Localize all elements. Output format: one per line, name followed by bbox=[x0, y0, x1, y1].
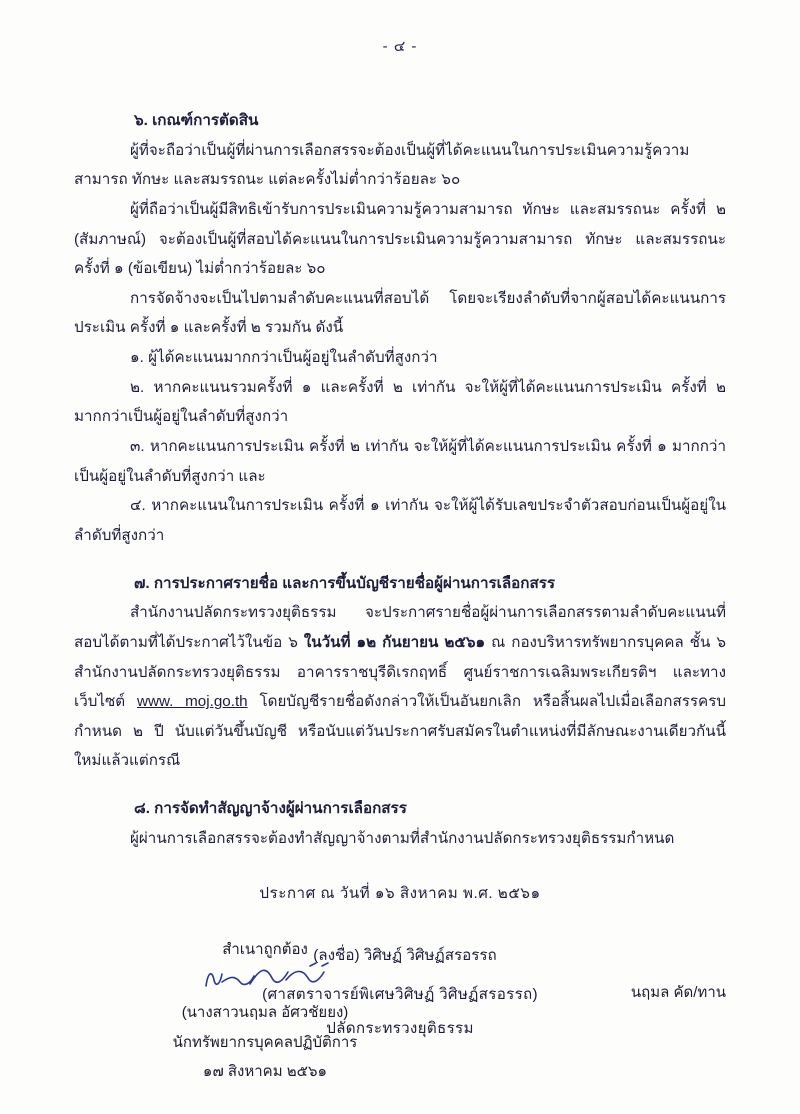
certify-signer-position: นักทรัพยากรบุคคลปฏิบัติการ bbox=[172, 1033, 358, 1051]
section-7-date-highlight: ในวันที่ ๑๒ กันยายน ๒๕๖๑ bbox=[303, 633, 486, 651]
section-heading-6: ๖. เกณฑ์การตัดสิน bbox=[134, 112, 259, 129]
handwritten-signature-icon bbox=[150, 964, 380, 998]
section-6-paragraph-1: ผู้ที่จะถือว่าเป็นผู้ที่ผ่านการเลือกสรรจะต้องเป็นผู้ที่ได้คะแนนในการประเมินความรู้ความสามารถ ทักษะ และสมรรถนะ แต่ละครั้งไม่ต่ำกว่าร้อยละ ๖๐ bbox=[74, 141, 690, 189]
certify-signer-name: (นางสาวนฤมล อัศวชัยยง) bbox=[181, 1004, 349, 1022]
page-number: - ๔ - bbox=[382, 38, 418, 55]
section-6-paragraph-2: ผู้ที่ถือว่าเป็นผู้มีสิทธิเข้ารับการประเมินความรู้ความสามารถ ทักษะ และสมรรถนะ ครั้งที่ ๒ (สัมภาษณ์) จะต้องเป็นผู้ที่สอบได้คะแนนในการประเมินความรู้ความสามารถ ทักษะ และสมรรถนะ ครั้งที่ ๑ (ข้อเขียน) ไม่ต่ำกว่าร้อยละ ๖๐ bbox=[74, 200, 726, 278]
section-heading-7: ๗. การประกาศรายชื่อ และการขึ้นบัญชีรายชื่อผู้ผ่านการเลือกสรร bbox=[134, 574, 556, 592]
section-6-list-item-3: ๓. หากคะแนนการประเมิน ครั้งที่ ๒ เท่ากัน จะให้ผู้ที่ได้คะแนนการประเมิน ครั้งที่ ๑ มากกว่าเป็นผู้อยู่ในลำดับที่สูงกว่า และ bbox=[74, 438, 726, 485]
section-7-text-a: สำนักงานปลัดกระทรวงยุติธรรม จะประกาศรายชื่อผู้ผ่านการเลือกสรรตามลำดับคะแนนที่สอบได้ตามที่ได้ประกาศไว้ในข้อ ๖ bbox=[74, 604, 726, 651]
website-link[interactable]: www. moj.go.th bbox=[137, 693, 248, 711]
section-7-text-c: โดยบัญชีรายชื่อดังกล่าวให้เป็นอันยกเลิก หรือสิ้นผลไปเมื่อเลือกสรรครบกำหนด ๒ ปี นับแต่วันขึ้นบัญชี หรือนับแต่วันประกาศรับสมัครในตำแหน่งที่มีลักษณะงานเดียวกันนี้ใหม่แล้วแต่กรณี bbox=[74, 693, 727, 770]
signature-line: (ลงชื่อ) วิศิษฏ์ วิศิษฏ์สรอรรถ bbox=[313, 947, 497, 965]
section-6-list-item-4: ๔. หากคะแนนในการประเมิน ครั้งที่ ๑ เท่ากัน จะให้ผู้ได้รับเลขประจำตัวสอบก่อนเป็นผู้อยู่ในลำดับที่สูงกว่า bbox=[74, 497, 726, 544]
section-6-paragraph-3: การจัดจ้างจะเป็นไปตามลำดับคะแนนที่สอบได้ โดยจะเรียงลำดับที่จากผู้สอบได้คะแนนการประเมิน ครั้งที่ ๑ และครั้งที่ ๒ รวมกัน ดังนี้ bbox=[74, 289, 726, 337]
section-6-list-item-2: ๒. หากคะแนนรวมครั้งที่ ๑ และครั้งที่ ๒ เท่ากัน จะให้ผู้ที่ได้คะแนนการประเมิน ครั้งที่ ๒ มากกว่าเป็นผู้อยู่ในลำดับที่สูงกว่า bbox=[74, 378, 726, 426]
document-body bbox=[0, 58, 800, 1045]
signature-name: (ศาสตราจารย์พิเศษวิศิษฏ์ วิศิษฏ์สรอรรถ) bbox=[262, 986, 538, 1004]
section-6-list-item-1: ๑. ผู้ได้คะแนนมากกว่าเป็นผู้อยู่ในลำดับที่สูงกว่า bbox=[130, 349, 438, 367]
certify-label: สำเนาถูกต้อง bbox=[222, 941, 308, 958]
section-heading-8: ๘. การจัดทำสัญญาจ้างผู้ผ่านการเลือกสรร bbox=[134, 800, 407, 818]
section-7-paragraph-1 bbox=[74, 598, 726, 776]
section-8-paragraph-1: ผู้ผ่านการเลือกสรรจะต้องทำสัญญาจ้างตามที่สำนักงานปลัดกระทรวงยุติธรรมกำหนด bbox=[130, 829, 675, 847]
certify-signer-date: ๑๗ สิงหาคม ๒๕๖๑ bbox=[202, 1062, 328, 1080]
certification-block bbox=[150, 935, 380, 1086]
signature-position: ปลัดกระทรวงยุติธรรม bbox=[326, 1019, 474, 1037]
announcement-date: ประกาศ ณ วันที่ ๑๖ สิงหาคม พ.ศ. ๒๕๖๑ bbox=[259, 885, 541, 903]
section-7-text-b: ณ กองบริหารทรัพยากรบุคคล ชั้น ๖ สำนักงานปลัดกระทรวงยุติธรรม อาคารราชบุรีดิเรกฤทธิ์ ศูนย์ราชการเฉลิมพระเกียรติฯ และทางเว็บไซต์ bbox=[74, 633, 726, 711]
checker-note: นฤมล คัด/ทาน bbox=[630, 984, 726, 1001]
